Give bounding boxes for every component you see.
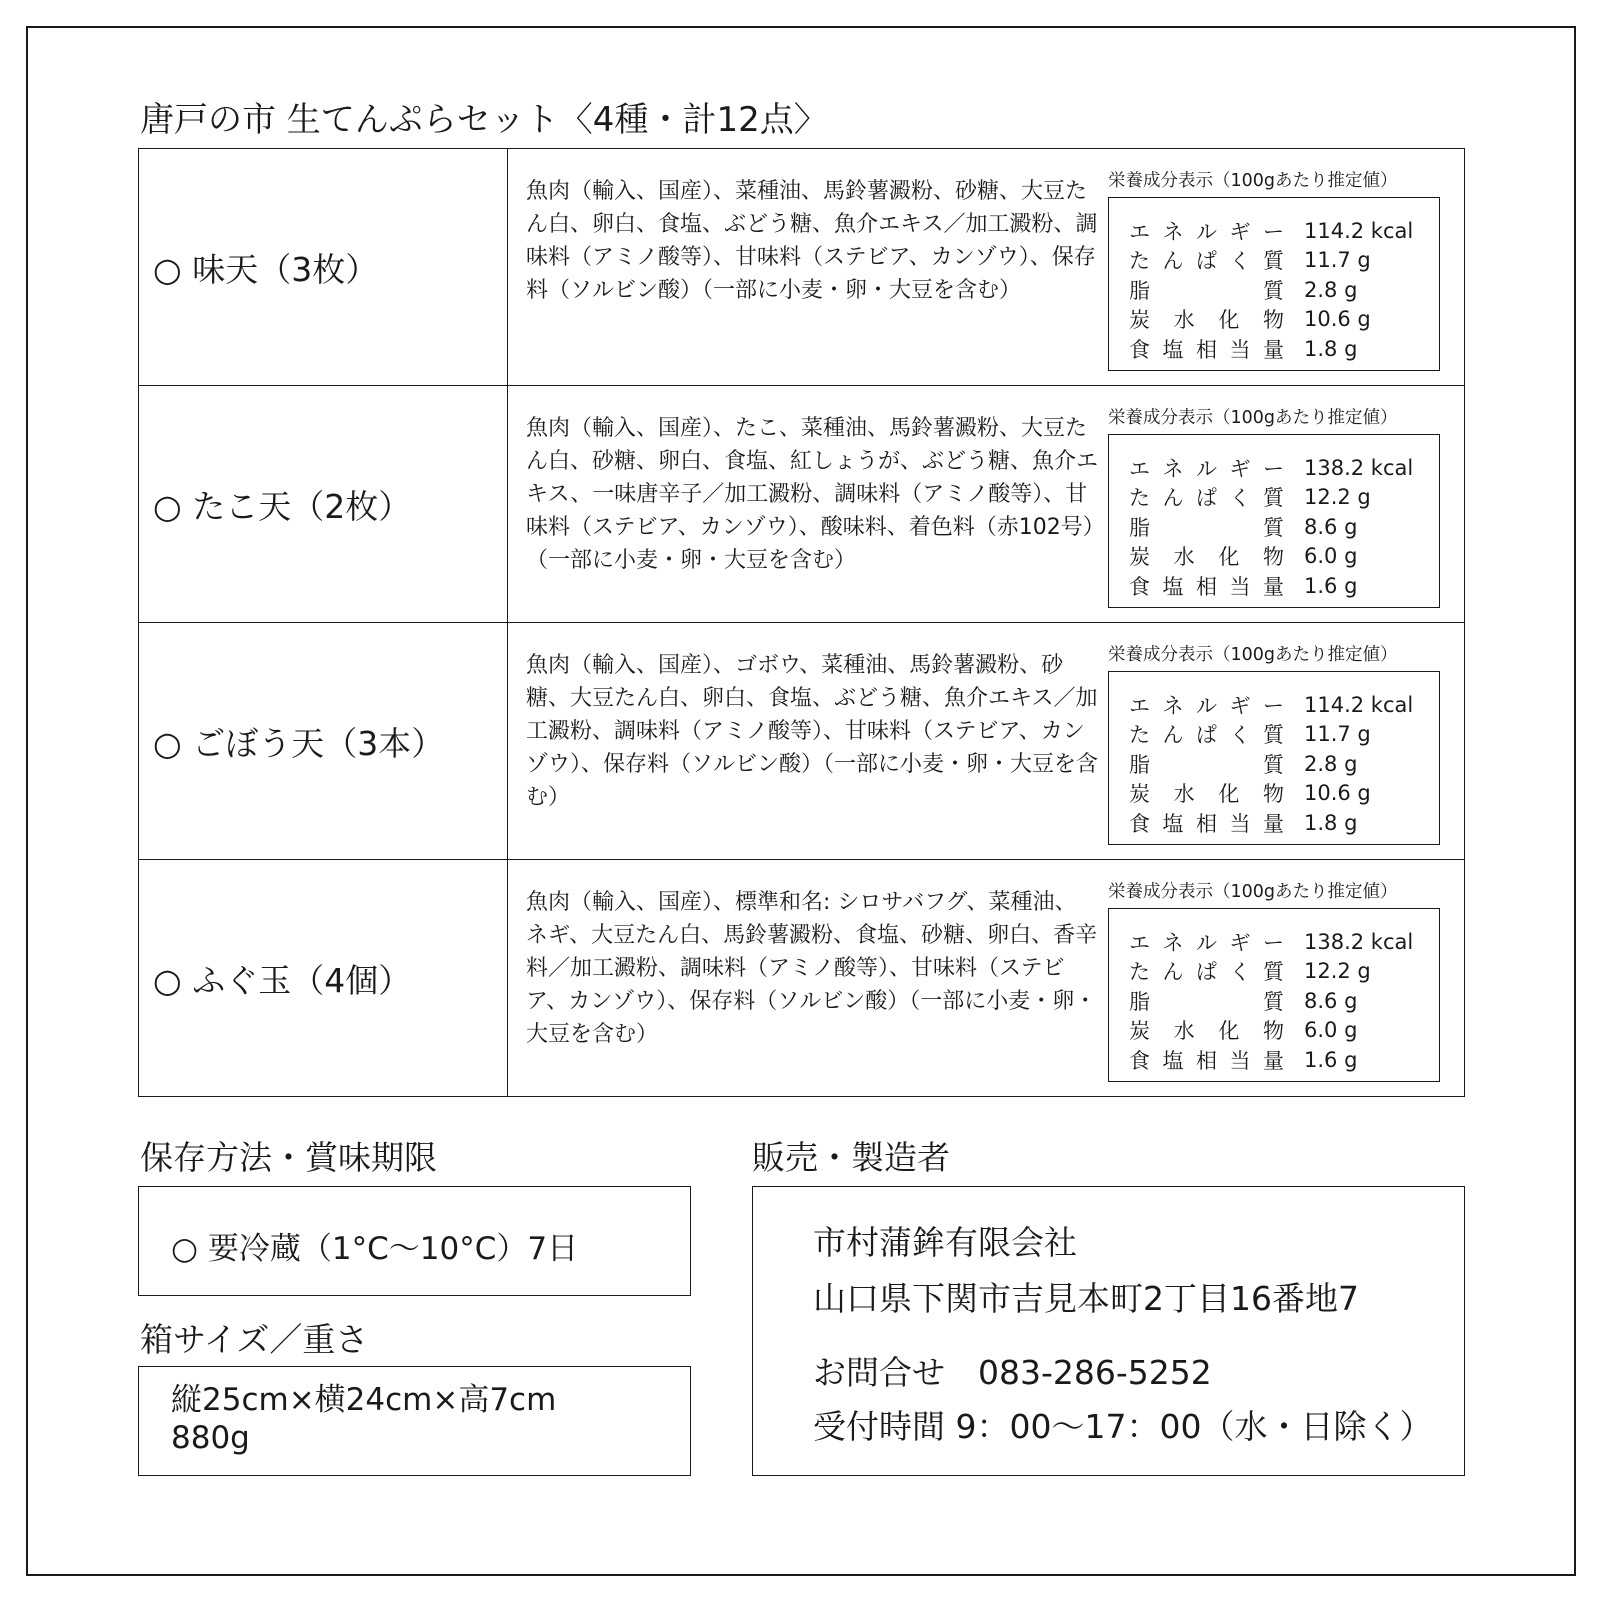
nutrition-box (1108, 434, 1440, 608)
nutrition-label (1129, 216, 1284, 246)
nutrition-value: 6.0 g (1304, 544, 1358, 569)
nutrition-label (1129, 571, 1284, 601)
nutrition-label-char: ぱ (1196, 486, 1217, 511)
nutrition-label-char: ー (1263, 219, 1284, 244)
nutrition-label-char: 質 (1263, 515, 1284, 540)
nutrition-heading: 栄養成分表示（100gあたり推定値） (1108, 645, 1398, 665)
nutrition-label-char: 物 (1262, 308, 1284, 333)
nutrition-label-char: た (1129, 249, 1150, 274)
maker-contact: お問合せ 083-286-5252 (813, 1353, 1212, 1392)
product-row (139, 860, 1464, 1096)
nutrition-value: 8.6 g (1304, 988, 1358, 1013)
nutrition-row (1109, 571, 1439, 601)
nutrition-label-char: 相 (1196, 574, 1217, 599)
nutrition-label-char: 質 (1263, 249, 1284, 274)
nutrition-label-char: 物 (1262, 782, 1284, 807)
nutrition-label-char: 質 (1263, 723, 1284, 748)
nutrition-label-char: 水 (1173, 308, 1195, 333)
nutrition-label (1129, 541, 1284, 571)
nutrition-label-char: エ (1129, 693, 1150, 718)
nutrition-row (1109, 1045, 1439, 1075)
ingredients-text: 魚肉（輸入、国産）、標準和名: シロサバフグ、菜種油、ネギ、大豆たん白、馬鈴薯澱粉、食塩、砂糖、卵白、香辛料／加工澱粉、調味料（アミノ酸等）、甘味料（ステビア、カンゾウ）、保存料（ソルビン酸）（一部に小麦・卵・大豆を含む） (526, 890, 1098, 1047)
nutrition-label (1129, 453, 1284, 483)
nutrition-value: 1.8 g (1304, 810, 1358, 835)
nutrition-label-char: ぱ (1196, 723, 1217, 748)
nutrition-label-char: ん (1162, 486, 1184, 511)
nutrition-label-char: 質 (1263, 278, 1284, 303)
nutrition-row (1109, 927, 1439, 957)
nutrition-label-char: 食 (1129, 337, 1150, 362)
nutrition-label-char: ル (1196, 693, 1217, 718)
nutrition-label-char: ー (1263, 456, 1284, 481)
maker-hours: 受付時間 9：00～17：00（水・日除く） (813, 1407, 1433, 1446)
nutrition-label-char: ー (1263, 693, 1284, 718)
nutrition-value: 138.2 kcal (1304, 455, 1414, 480)
nutrition-label (1129, 245, 1284, 275)
nutrition-label-char: ん (1162, 249, 1184, 274)
nutrition-label-char: 化 (1218, 782, 1240, 807)
product-row (139, 149, 1464, 386)
nutrition-label-char: 塩 (1162, 811, 1184, 836)
nutrition-value: 1.8 g (1304, 336, 1358, 361)
nutrition-value: 10.6 g (1304, 307, 1371, 332)
nutrition-label-char: ー (1263, 930, 1284, 955)
nutrition-label-char: 脂 (1129, 278, 1150, 303)
nutrition-label-char: 炭 (1129, 782, 1150, 807)
nutrition-value: 2.8 g (1304, 277, 1358, 302)
nutrition-label-char: 塩 (1162, 574, 1184, 599)
nutrition-row (1109, 305, 1439, 335)
nutrition-value: 2.8 g (1304, 751, 1358, 776)
nutrition-label-char: く (1229, 249, 1251, 274)
nutrition-label (1129, 808, 1284, 838)
nutrition-label (1129, 778, 1284, 808)
nutrition-box (1108, 908, 1440, 1082)
nutrition-label-char: 物 (1262, 545, 1284, 570)
nutrition-label-char: エ (1129, 930, 1150, 955)
nutrition-label-char: エ (1129, 456, 1150, 481)
nutrition-label-char: 水 (1173, 1019, 1195, 1044)
nutrition-label-char: ネ (1162, 930, 1184, 955)
nutrition-row (1109, 483, 1439, 513)
nutrition-label-char: 当 (1229, 1048, 1251, 1073)
page-title: 唐戸の市 生てんぷらセット〈4種・計12点〉 (140, 100, 828, 140)
nutrition-label-char: 量 (1263, 337, 1284, 362)
nutrition-label (1129, 304, 1284, 334)
nutrition-value: 114.2 kcal (1304, 692, 1414, 717)
nutrition-label-char: く (1229, 723, 1251, 748)
nutrition-label-char: 物 (1262, 1019, 1284, 1044)
box-size-text (171, 1381, 556, 1457)
nutrition-cell (1108, 149, 1464, 385)
nutrition-label-char: ん (1162, 723, 1184, 748)
nutrition-box (1108, 671, 1440, 845)
product-row (139, 623, 1464, 860)
nutrition-value: 12.2 g (1304, 959, 1371, 984)
nutrition-label (1129, 1015, 1284, 1045)
nutrition-row (1109, 1016, 1439, 1046)
nutrition-heading: 栄養成分表示（100gあたり推定値） (1108, 171, 1398, 191)
maker-box (752, 1186, 1465, 1476)
nutrition-label-char: 炭 (1129, 1019, 1150, 1044)
nutrition-row (1109, 246, 1439, 276)
storage-box (138, 1186, 691, 1296)
nutrition-heading: 栄養成分表示（100gあたり推定値） (1108, 882, 1398, 902)
nutrition-label-char: ギ (1229, 930, 1251, 955)
nutrition-row (1109, 690, 1439, 720)
nutrition-row (1109, 334, 1439, 364)
nutrition-row (1109, 720, 1439, 750)
nutrition-label (1129, 749, 1284, 779)
nutrition-label-char: ギ (1229, 456, 1251, 481)
nutrition-row (1109, 779, 1439, 809)
nutrition-label-char: ネ (1162, 693, 1184, 718)
nutrition-value: 138.2 kcal (1304, 929, 1414, 954)
nutrition-label-char: 当 (1229, 574, 1251, 599)
product-name: ○ 味天（3枚） (139, 149, 508, 385)
nutrition-label-char: ル (1196, 456, 1217, 481)
nutrition-label-char: 量 (1263, 1048, 1284, 1073)
nutrition-label-char: ネ (1162, 456, 1184, 481)
nutrition-label-char: た (1129, 486, 1150, 511)
nutrition-value: 114.2 kcal (1304, 218, 1414, 243)
nutrition-label-char: 食 (1129, 811, 1150, 836)
nutrition-label (1129, 1045, 1284, 1075)
nutrition-label-char: ネ (1162, 219, 1184, 244)
nutrition-label-char: 脂 (1129, 989, 1150, 1014)
nutrition-label-char: 当 (1229, 811, 1251, 836)
nutrition-label-char: 相 (1196, 337, 1217, 362)
nutrition-value: 1.6 g (1304, 1047, 1358, 1072)
nutrition-row (1109, 512, 1439, 542)
product-table (138, 148, 1465, 1097)
nutrition-label-char: た (1129, 960, 1150, 985)
nutrition-row (1109, 986, 1439, 1016)
product-name: ○ ふぐ玉（4個） (139, 860, 508, 1096)
nutrition-label-char: 塩 (1162, 337, 1184, 362)
nutrition-label-char: ギ (1229, 219, 1251, 244)
nutrition-label-char: た (1129, 723, 1150, 748)
nutrition-label-char: 水 (1173, 545, 1195, 570)
nutrition-value: 12.2 g (1304, 485, 1371, 510)
nutrition-row (1109, 216, 1439, 246)
nutrition-value: 11.7 g (1304, 248, 1371, 273)
ingredients-text: 魚肉（輸入、国産）、たこ、菜種油、馬鈴薯澱粉、大豆たん白、砂糖、卵白、食塩、紅しょうが、ぶどう糖、魚介エキス、一味唐辛子／加工澱粉、調味料（アミノ酸等）、甘味料（ステビア、カンゾウ）、酸味料、着色料（赤102号）（一部に小麦・卵・大豆を含む） (526, 416, 1099, 573)
nutrition-label-char: 炭 (1129, 308, 1150, 333)
nutrition-row (1109, 453, 1439, 483)
nutrition-label (1129, 956, 1284, 986)
nutrition-label-char: 水 (1173, 782, 1195, 807)
nutrition-label (1129, 690, 1284, 720)
nutrition-row (1109, 542, 1439, 572)
nutrition-label-char: 食 (1129, 1048, 1150, 1073)
storage-heading: 保存方法・賞味期限 (140, 1138, 437, 1177)
nutrition-label (1129, 334, 1284, 364)
nutrition-row (1109, 957, 1439, 987)
nutrition-cell (1108, 623, 1464, 859)
nutrition-label-char: ル (1196, 930, 1217, 955)
nutrition-label-char: ギ (1229, 693, 1251, 718)
nutrition-label-char: 塩 (1162, 1048, 1184, 1073)
nutrition-box (1108, 197, 1440, 371)
nutrition-row (1109, 749, 1439, 779)
nutrition-value: 6.0 g (1304, 1018, 1358, 1043)
ingredients-text: 魚肉（輸入、国産）、菜種油、馬鈴薯澱粉、砂糖、大豆たん白、卵白、食塩、ぶどう糖、魚介エキス／加工澱粉、調味料（アミノ酸等）、甘味料（ステビア、カンゾウ）、保存料（ソルビン酸）（一部に小麦・卵・大豆を含む） (526, 179, 1098, 303)
nutrition-label-char: 化 (1218, 545, 1240, 570)
nutrition-label-char: ぱ (1196, 249, 1217, 274)
nutrition-value: 8.6 g (1304, 514, 1358, 539)
nutrition-label-char: く (1229, 486, 1251, 511)
nutrition-label-char: 相 (1196, 811, 1217, 836)
maker-address: 山口県下関市吉見本町2丁目16番地7 (813, 1279, 1359, 1318)
nutrition-label (1129, 986, 1284, 1016)
nutrition-label-char: 食 (1129, 574, 1150, 599)
nutrition-heading: 栄養成分表示（100gあたり推定値） (1108, 408, 1398, 428)
nutrition-label-char: 質 (1263, 752, 1284, 777)
box-size-box (138, 1366, 691, 1476)
nutrition-row (1109, 275, 1439, 305)
nutrition-label-char: 質 (1263, 960, 1284, 985)
product-row (139, 386, 1464, 623)
nutrition-label-char: ル (1196, 219, 1217, 244)
nutrition-label-char: 化 (1218, 308, 1240, 333)
nutrition-row (1109, 808, 1439, 838)
nutrition-label-char: 量 (1263, 811, 1284, 836)
box-dimensions: 縦25cm×横24cm×高7cm (171, 1382, 557, 1418)
nutrition-value: 10.6 g (1304, 781, 1371, 806)
nutrition-value: 1.6 g (1304, 573, 1358, 598)
nutrition-label (1129, 482, 1284, 512)
nutrition-label (1129, 719, 1284, 749)
nutrition-label-char: 炭 (1129, 545, 1150, 570)
nutrition-value: 11.7 g (1304, 722, 1371, 747)
nutrition-label (1129, 927, 1284, 957)
nutrition-label-char: ぱ (1196, 960, 1217, 985)
nutrition-cell (1108, 860, 1464, 1096)
nutrition-label-char: エ (1129, 219, 1150, 244)
maker-company: 市村蒲鉾有限会社 (813, 1223, 1077, 1262)
nutrition-label-char: 質 (1263, 486, 1284, 511)
nutrition-label-char: 脂 (1129, 752, 1150, 777)
nutrition-label-char: く (1229, 960, 1251, 985)
product-name: ○ たこ天（2枚） (139, 386, 508, 622)
nutrition-label-char: 質 (1263, 989, 1284, 1014)
nutrition-label-char: 当 (1229, 337, 1251, 362)
nutrition-label-char: 化 (1218, 1019, 1240, 1044)
nutrition-label-char: 量 (1263, 574, 1284, 599)
nutrition-label-char: ん (1162, 960, 1184, 985)
nutrition-label-char: 相 (1196, 1048, 1217, 1073)
box-size-heading: 箱サイズ／重さ (140, 1320, 369, 1359)
storage-text: ○ 要冷蔵（1°C～10°C）7日 (171, 1231, 579, 1267)
maker-heading: 販売・製造者 (752, 1138, 950, 1177)
nutrition-label (1129, 275, 1284, 305)
nutrition-label (1129, 512, 1284, 542)
box-weight: 880g (171, 1420, 250, 1456)
nutrition-cell (1108, 386, 1464, 622)
product-name: ○ ごぼう天（3本） (139, 623, 508, 859)
ingredients-text: 魚肉（輸入、国産）、ゴボウ、菜種油、馬鈴薯澱粉、砂糖、大豆たん白、卵白、食塩、ぶどう糖、魚介エキス／加工澱粉、調味料（アミノ酸等）、甘味料（ステビア、カンゾウ）、保存料（ソルビン酸）（一部に小麦・卵・大豆を含む） (526, 653, 1099, 810)
nutrition-label-char: 脂 (1129, 515, 1150, 540)
